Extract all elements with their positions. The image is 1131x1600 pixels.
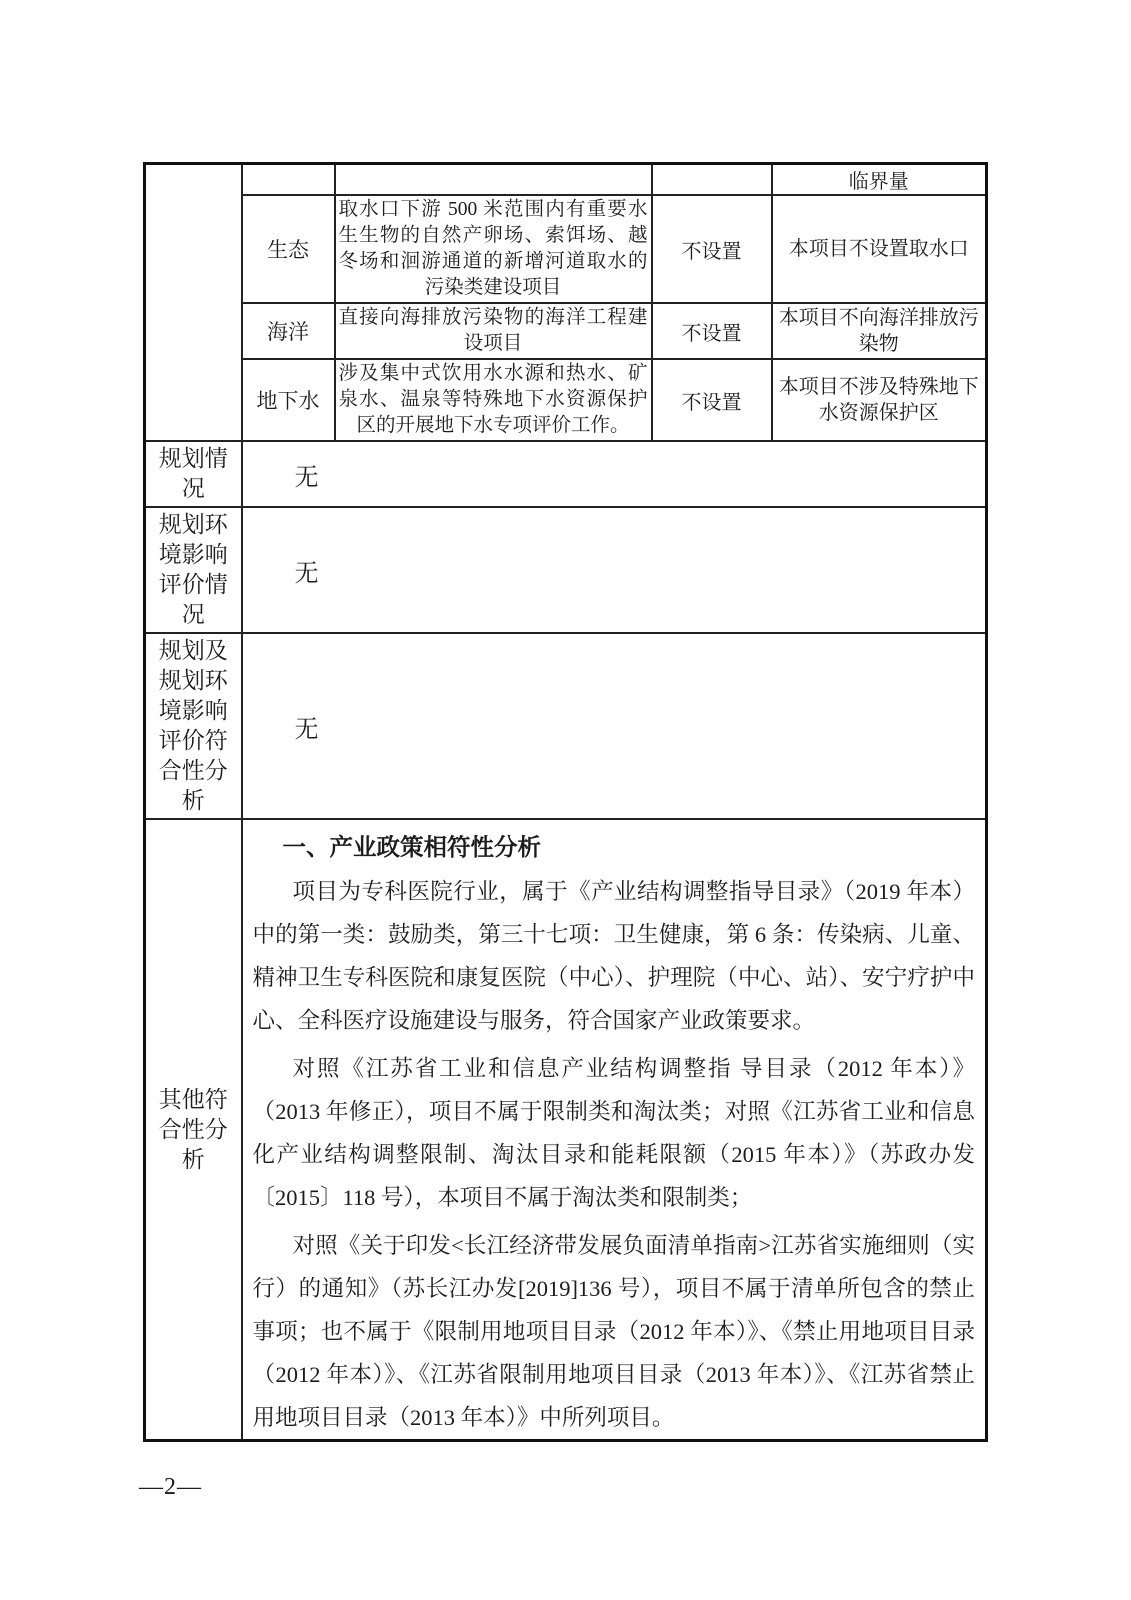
row-value: 无 bbox=[242, 507, 987, 633]
empty-cell bbox=[242, 164, 335, 196]
table-row-ocean bbox=[145, 303, 987, 359]
row-label: 规划情况 bbox=[145, 441, 242, 507]
critical-quantity-header: 临界量 bbox=[772, 164, 987, 196]
analysis-heading: 一、产业政策相符性分析 bbox=[282, 835, 541, 861]
analysis-content bbox=[242, 819, 987, 1441]
row-label: 其他符合性分析 bbox=[145, 819, 242, 1441]
conclusion-value: 本项目不涉及特殊地下水资源保护区 bbox=[772, 359, 987, 441]
assessment-table bbox=[143, 162, 988, 1442]
conclusion-value: 本项目不设置取水口 bbox=[772, 195, 987, 303]
table-row-other-conformity bbox=[145, 819, 987, 1441]
analysis-paragraph: 项目为专科医院行业，属于《产业结构调整指导目录》（2019 年本）中的第一类：鼓励类，第三十七项：卫生健康，第 6 条：传染病、儿童、精神卫生专科医院和康复医院（中心）、护理院（中心、站）、安宁疗护中心、全科医疗设施建设与服务，符合国家产业政策要求。 bbox=[252, 879, 975, 1033]
row-value: 无 bbox=[242, 441, 987, 507]
category-label: 生态 bbox=[242, 195, 335, 303]
merged-empty-cell bbox=[145, 164, 242, 442]
conclusion-value: 本项目不向海洋排放污染物 bbox=[772, 303, 987, 359]
table-row-ecology bbox=[145, 195, 987, 303]
setting-value: 不设置 bbox=[652, 195, 772, 303]
table-row-planning-eia-status bbox=[145, 507, 987, 633]
category-label: 地下水 bbox=[242, 359, 335, 441]
empty-cell bbox=[652, 164, 772, 196]
setting-value: 不设置 bbox=[652, 359, 772, 441]
category-description: 取水口下游 500 米范围内有重要水生生物的自然产卵场、索饵场、越冬场和洄游通道的新增河道取水的污染类建设项目 bbox=[335, 195, 652, 303]
table-row-groundwater bbox=[145, 359, 987, 441]
empty-cell bbox=[335, 164, 652, 196]
table-row-planning-status bbox=[145, 441, 987, 507]
category-description: 涉及集中式饮用水水源和热水、矿泉水、温泉等特殊地下水资源保护区的开展地下水专项评价工作。 bbox=[335, 359, 652, 441]
row-value: 无 bbox=[242, 633, 987, 819]
analysis-paragraph: 对照《关于印发<长江经济带发展负面清单指南>江苏省实施细则（实行）的通知》（苏长江办发[2019]136 号），项目不属于清单所包含的禁止事项；也不属于《限制用地项目目录（2012 年本）》、《禁止用地项目目录（2012 年本）》、《江苏省限制用地项目目录（2013 年本）》、《江苏省禁止用地项目目录（2013 年本）》中所列项目。 bbox=[252, 1233, 975, 1430]
analysis-paragraph: 对照《江苏省工业和信息产业结构调整指 导目录（2012 年本）》（2013 年修正），项目不属于限制类和淘汰类；对照《江苏省工业和信息化产业结构调整限制、淘汰目录和能耗限额（2015 年本）》（苏政办发〔2015〕118 号），本项目不属于淘汰类和限制类； bbox=[252, 1056, 975, 1210]
category-label: 海洋 bbox=[242, 303, 335, 359]
setting-value: 不设置 bbox=[652, 303, 772, 359]
page-number: —2— bbox=[139, 1474, 202, 1500]
row-label: 规划环境影响评价情况 bbox=[145, 507, 242, 633]
category-description: 直接向海排放污染物的海洋工程建设项目 bbox=[335, 303, 652, 359]
row-label: 规划及规划环境影响评价符合性分析 bbox=[145, 633, 242, 819]
table-row-planning-conformity bbox=[145, 633, 987, 819]
table-row-header-continued bbox=[145, 164, 987, 196]
